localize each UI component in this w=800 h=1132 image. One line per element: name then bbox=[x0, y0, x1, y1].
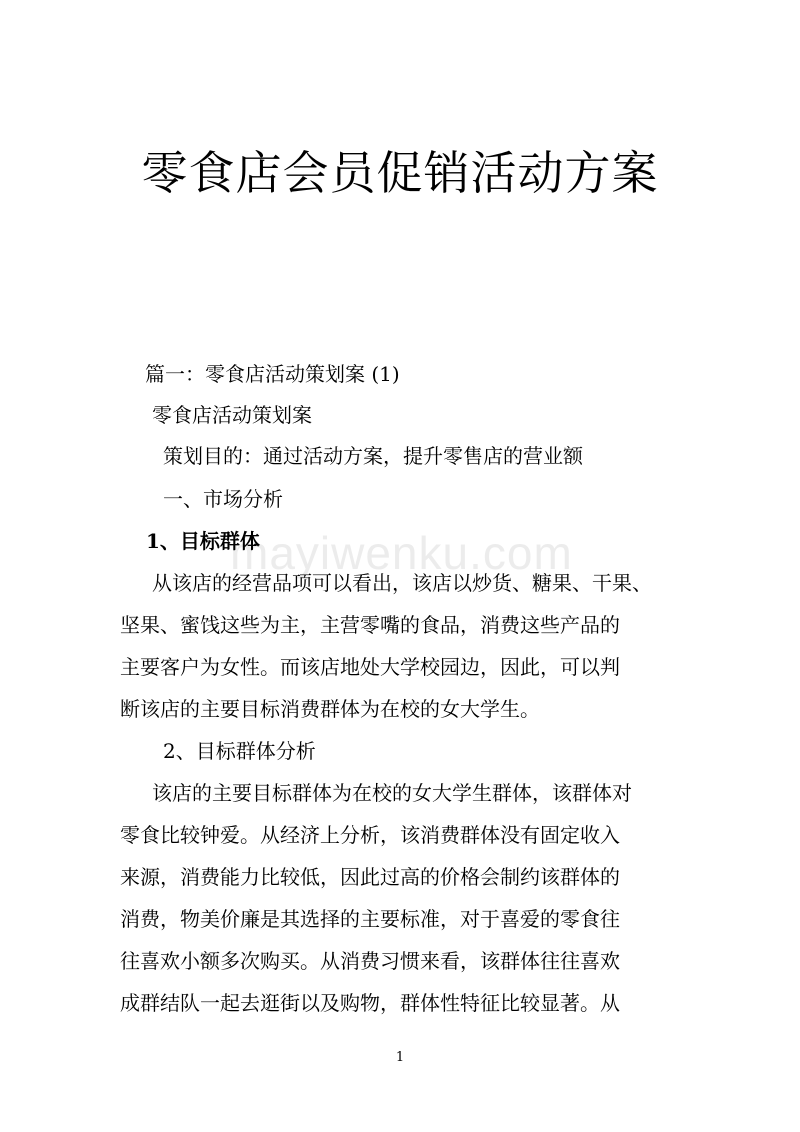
section-heading: 一、市场分析 bbox=[163, 487, 283, 511]
paragraph-line: 来源，消费能力比较低，因此过高的价格会制约该群体的 bbox=[120, 865, 620, 889]
paragraph-line: 主要客户为女性。而该店地处大学校园边，因此，可以判 bbox=[120, 655, 620, 679]
page-number: 1 bbox=[395, 1050, 405, 1065]
paragraph-line: 断该店的主要目标消费群体为在校的女大学生。 bbox=[120, 697, 540, 721]
paragraph-line: 从该店的经营品项可以看出，该店以炒货、糖果、干果、 bbox=[152, 571, 652, 595]
subsection-heading: 2、目标群体分析 bbox=[163, 739, 316, 763]
subtitle: 零食店活动策划案 bbox=[152, 403, 312, 427]
paragraph-line: 零食比较钟爱。从经济上分析，该消费群体没有固定收入 bbox=[120, 823, 620, 847]
paragraph-line: 策划目的：通过活动方案，提升零售店的营业额 bbox=[163, 444, 583, 468]
watermark: mayiwenku.com bbox=[230, 527, 573, 579]
paragraph-line: 往喜欢小额多次购买。从消费习惯来看，该群体往往喜欢 bbox=[120, 949, 620, 973]
document-title: 零食店会员促销活动方案 bbox=[141, 146, 659, 200]
paragraph-line: 坚果、蜜饯这些为主，主营零嘴的食品，消费这些产品的 bbox=[120, 613, 620, 637]
paragraph-line: 消费，物美价廉是其选择的主要标准，对于喜爱的零食往 bbox=[120, 907, 620, 931]
section-heading: 篇一：零食店活动策划案 (1) bbox=[145, 362, 400, 386]
subsection-heading: 1、目标群体 bbox=[146, 529, 260, 553]
paragraph-line: 成群结队一起去逛街以及购物，群体性特征比较显著。从 bbox=[120, 991, 620, 1015]
paragraph-line: 该店的主要目标群体为在校的女大学生群体，该群体对 bbox=[152, 781, 632, 805]
